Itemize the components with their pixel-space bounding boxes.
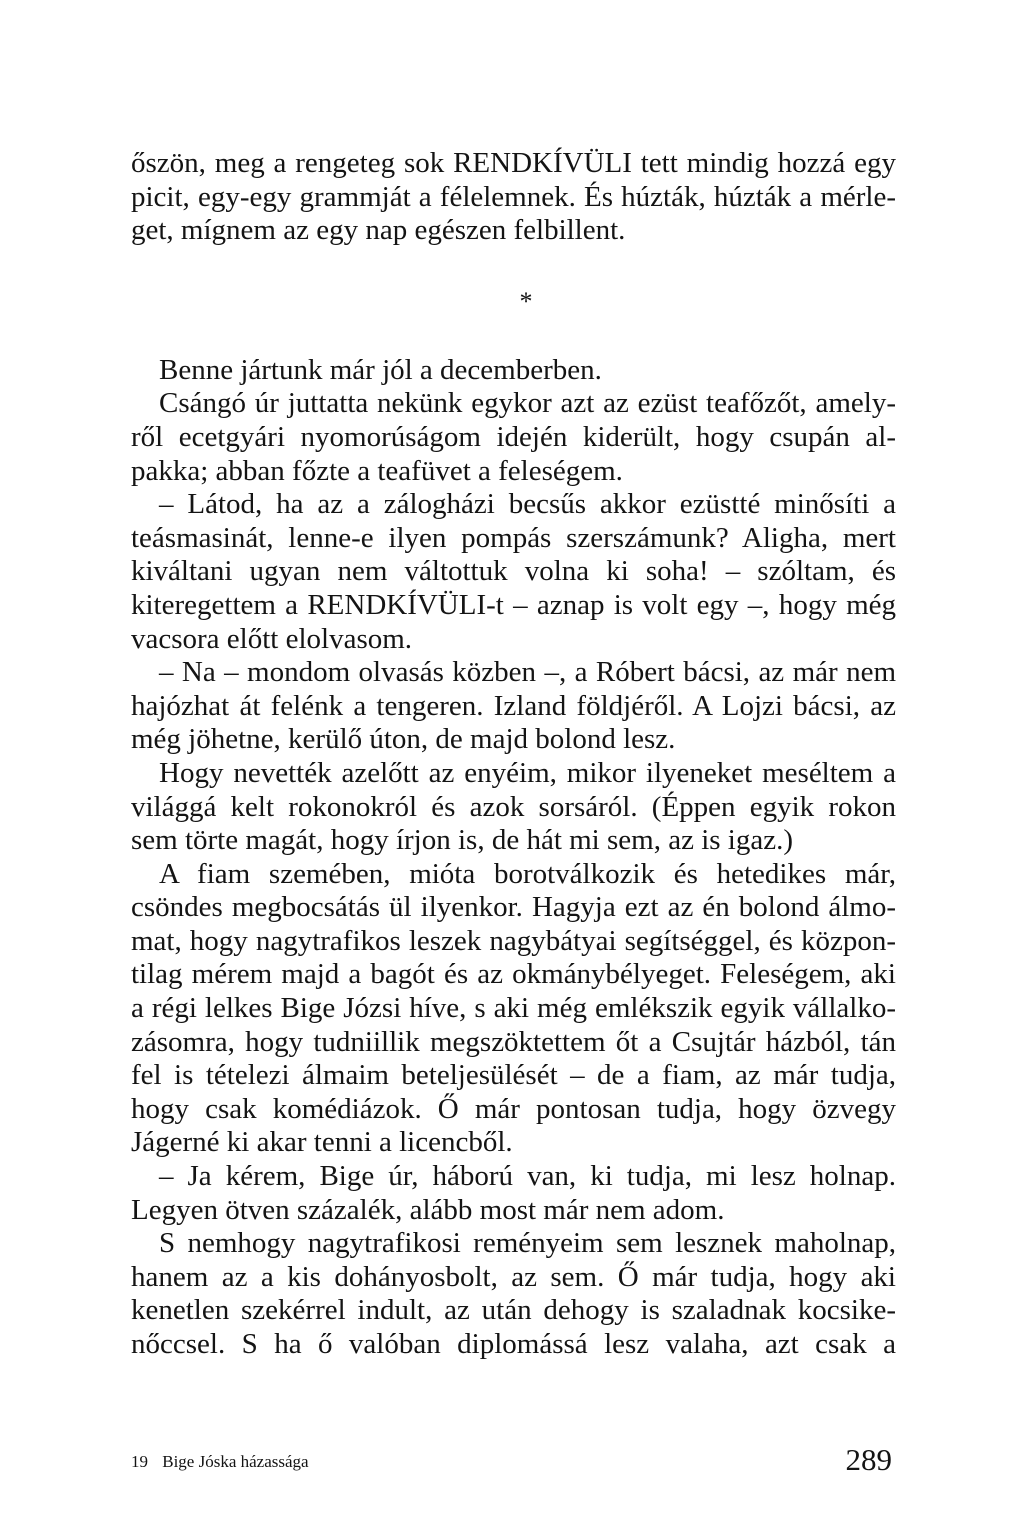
text-line: vacsora előtt elolvasom.: [131, 622, 413, 655]
signature-title: Bige Jóska házassága: [162, 1452, 309, 1471]
text-line: get, mígnem az egy nap egészen felbillent.: [131, 214, 626, 247]
text-line: – Ja kérem, Bige úr, háború van, ki tudja, mi lesz holnap.: [159, 1160, 896, 1193]
text-line: világgá kelt rokonokról és azok sorsáról. (Éppen egyik rokon: [131, 790, 896, 823]
text-line: – Na – mondom olvasás közben –, a Róbert bácsi, az már nem: [159, 656, 896, 689]
text-line: zásomra, hogy tudniillik megszöktettem őt a Csujtár házból, tán: [131, 1025, 896, 1058]
text-line: még jöhetne, kerülő úton, de majd bolond lesz.: [131, 723, 676, 756]
text-line: Benne jártunk már jól a decemberben.: [159, 353, 602, 386]
section-two: [131, 354, 896, 1362]
text-line: kiváltani ugyan nem váltottuk volna ki soha! – szóltam, és: [131, 555, 896, 588]
text-line: hajózhat át felénk a tengeren. Izland földjéről. A Lojzi bácsi, az: [131, 689, 896, 722]
section-one: [131, 147, 896, 248]
text-line: Csángó úr juttatta nekünk egykor azt az ezüst teafőzőt, amely-: [159, 387, 896, 420]
text-line: mat, hogy nagytrafikos leszek nagybátyai segítséggel, és közpon-: [131, 924, 896, 957]
text-line: fel is tételezi álmaim beteljesülését – de a fiam, az már tudja,: [131, 1059, 896, 1092]
paragraph: [131, 1160, 896, 1227]
printer-signature: [131, 1452, 309, 1472]
text-line: – Látod, ha az a zálogházi becsűs akkor ezüstté minősíti a: [159, 488, 896, 521]
text-line: A fiam szemében, mióta borotválkozik és hetedikes már,: [159, 857, 896, 890]
text-line: picit, egy-egy grammját a félelemnek. És húzták, húzták a mérle-: [131, 180, 896, 213]
text-line: kiteregettem a RENDKÍVÜLI-t – aznap is volt egy –, hogy még: [131, 588, 896, 621]
text-line: S nemhogy nagytrafikosi reményeim sem lesznek maholnap,: [159, 1227, 896, 1260]
text-line: őszön, meg a rengeteg sok RENDKÍVÜLI tett mindig hozzá egy: [131, 147, 896, 179]
text-line: csöndes megbocsátás ül ilyenkor. Hagyja ezt az én bolond álmo-: [131, 891, 896, 924]
signature-number: 19: [131, 1452, 148, 1471]
text-line: Jágerné ki akar tenni a licencből.: [131, 1126, 513, 1159]
page-number: 289: [845, 1442, 892, 1477]
text-line: tilag mérem majd a bagót és az okmánybélyeget. Feleségem, aki: [131, 958, 896, 991]
text-line: sem törte magát, hogy írjon is, de hát mi sem, az is igaz.): [131, 824, 794, 857]
text-line: Hogy nevették azelőtt az enyéim, mikor ilyeneket meséltem a: [159, 756, 896, 789]
paragraph: [131, 1227, 896, 1361]
text-line: a régi lelkes Bige Józsi híve, s aki még emlékszik egyik vállalko-: [131, 992, 896, 1025]
paragraph: [131, 858, 896, 1160]
page-footer: [131, 1442, 896, 1482]
paragraph: [131, 354, 896, 388]
paragraph: [131, 488, 896, 656]
text-line: ről ecetgyári nyomorúságom idején kiderült, hogy csupán al-: [131, 420, 896, 453]
text-line: Legyen ötven százalék, alább most már nem adom.: [131, 1193, 725, 1226]
text-line: nőccsel. S ha ő valóban diplomássá lesz valaha, azt csak a: [131, 1328, 896, 1360]
text-line: teásmasinát, lenne-e ilyen pompás szerszámunk? Aligha, mert: [131, 521, 896, 554]
text-line: kenetlen szekérrel indult, az után dehogy is szaladnak kocsike-: [131, 1294, 896, 1327]
text-line: pakka; abban főzte a teafüvet a feleségem.: [131, 454, 623, 487]
paragraph: [131, 147, 896, 248]
paragraph: [131, 387, 896, 488]
text-line: hogy csak komédiázok. Ő már pontosan tudja, hogy özvegy: [131, 1092, 896, 1125]
paragraph: [131, 656, 896, 757]
paragraph: [131, 757, 896, 858]
text-line: hanem az a kis dohányosbolt, az sem. Ő már tudja, hogy aki: [131, 1260, 896, 1293]
section-separator: *: [519, 286, 533, 316]
page-body: [131, 147, 896, 1362]
